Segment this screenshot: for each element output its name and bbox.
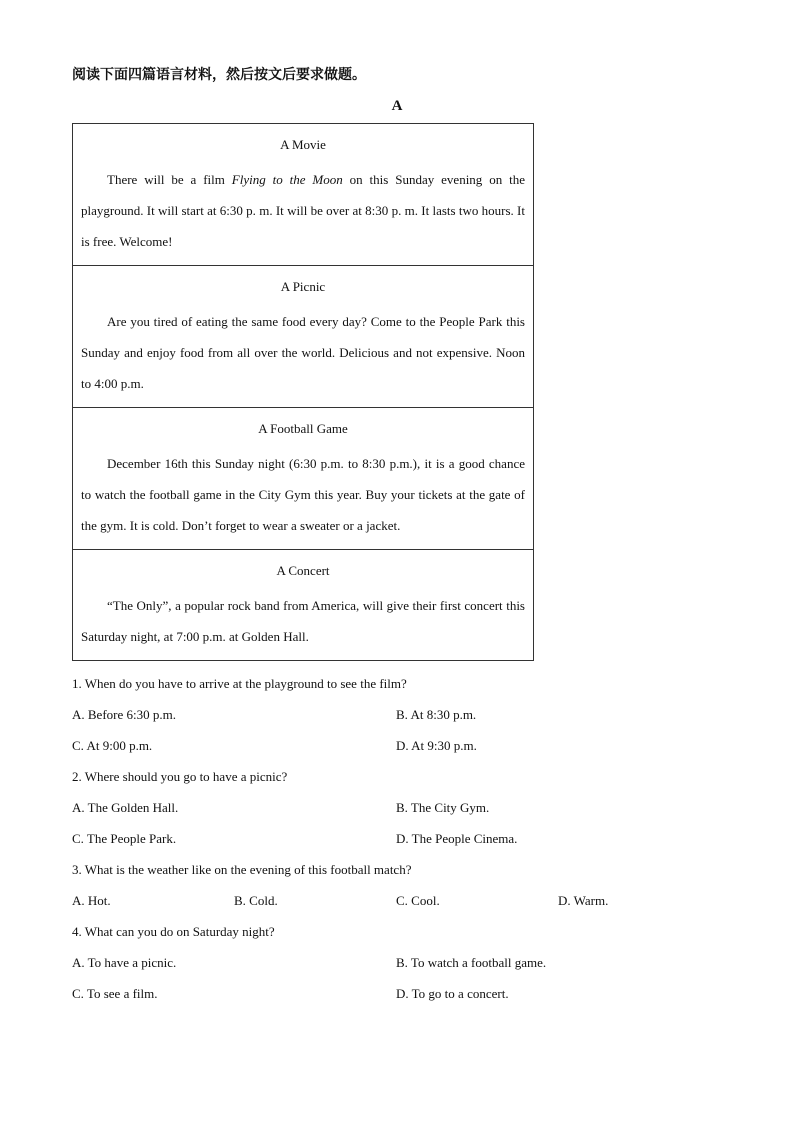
notice-concert xyxy=(73,549,533,660)
question-stem: 2. Where should you go to have a picnic? xyxy=(72,769,288,784)
notice-body xyxy=(81,164,525,257)
notice-title: A Concert xyxy=(276,563,330,578)
option-a: A. The Golden Hall. xyxy=(72,800,179,815)
notice-title: A Picnic xyxy=(280,279,326,294)
option-b: B. At 8:30 p.m. xyxy=(396,707,477,722)
option-d: D. Warm. xyxy=(558,893,609,908)
option-c: C. The People Park. xyxy=(72,831,177,846)
notice-body-text: on this Sunday evening on the playground. It will start at 6:30 p. m. It will be over at 8:30 p. m. It lasts two hours. It is free. Welcome! xyxy=(81,172,525,249)
option-row xyxy=(72,951,672,982)
notice-football-game xyxy=(73,407,533,549)
question-list xyxy=(72,672,672,1013)
notice-body: “The Only”, a popular rock band from America, will give their first concert this Saturday night, at 7:00 p.m. at Golden Hall. xyxy=(81,598,525,644)
question-stem: 1. When do you have to arrive at the playground to see the film? xyxy=(72,676,407,691)
notice-body: December 16th this Sunday night (6:30 p.m. to 8:30 p.m.), it is a good chance to watch the football game in the City Gym this year. Buy your tickets at the gate of the gym. It is cold. Don’t forget to wear a sweater or a jacket. xyxy=(81,456,525,533)
option-b: B. To watch a football game. xyxy=(396,955,547,970)
option-row xyxy=(72,982,672,1013)
option-c: C. Cool. xyxy=(396,893,440,908)
option-a: A. Before 6:30 p.m. xyxy=(72,707,176,722)
option-c: C. To see a film. xyxy=(72,986,158,1001)
notice-table xyxy=(72,123,534,661)
option-row xyxy=(72,734,672,765)
option-d: D. The People Cinema. xyxy=(396,831,518,846)
notice-movie xyxy=(73,124,533,265)
question-stem: 3. What is the weather like on the evening of this football match? xyxy=(72,862,412,877)
notice-body: Are you tired of eating the same food every day? Come to the People Park this Sunday and enjoy food from all over the world. Delicious and not expensive. Noon to 4:00 p.m. xyxy=(81,314,525,391)
notice-title: A Football Game xyxy=(258,421,348,436)
notice-title: A Movie xyxy=(280,137,326,152)
film-title: Flying to the Moon xyxy=(231,172,343,187)
option-row xyxy=(72,889,672,920)
option-row xyxy=(72,703,672,734)
option-c: C. At 9:00 p.m. xyxy=(72,738,153,753)
instruction-heading: 阅读下面四篇语言材料，然后按文后要求做题。 xyxy=(72,67,366,83)
option-a: A. Hot. xyxy=(72,893,111,908)
option-a: A. To have a picnic. xyxy=(72,955,177,970)
option-b: B. Cold. xyxy=(234,893,278,908)
option-d: D. At 9:30 p.m. xyxy=(396,738,477,753)
question-stem: 4. What can you do on Saturday night? xyxy=(72,924,275,939)
option-row xyxy=(72,827,672,858)
option-row xyxy=(72,796,672,827)
option-b: B. The City Gym. xyxy=(396,800,490,815)
section-letter: A xyxy=(391,98,403,114)
notice-picnic xyxy=(73,265,533,407)
notice-body-text: There will be a film xyxy=(107,172,232,187)
option-d: D. To go to a concert. xyxy=(396,986,509,1001)
